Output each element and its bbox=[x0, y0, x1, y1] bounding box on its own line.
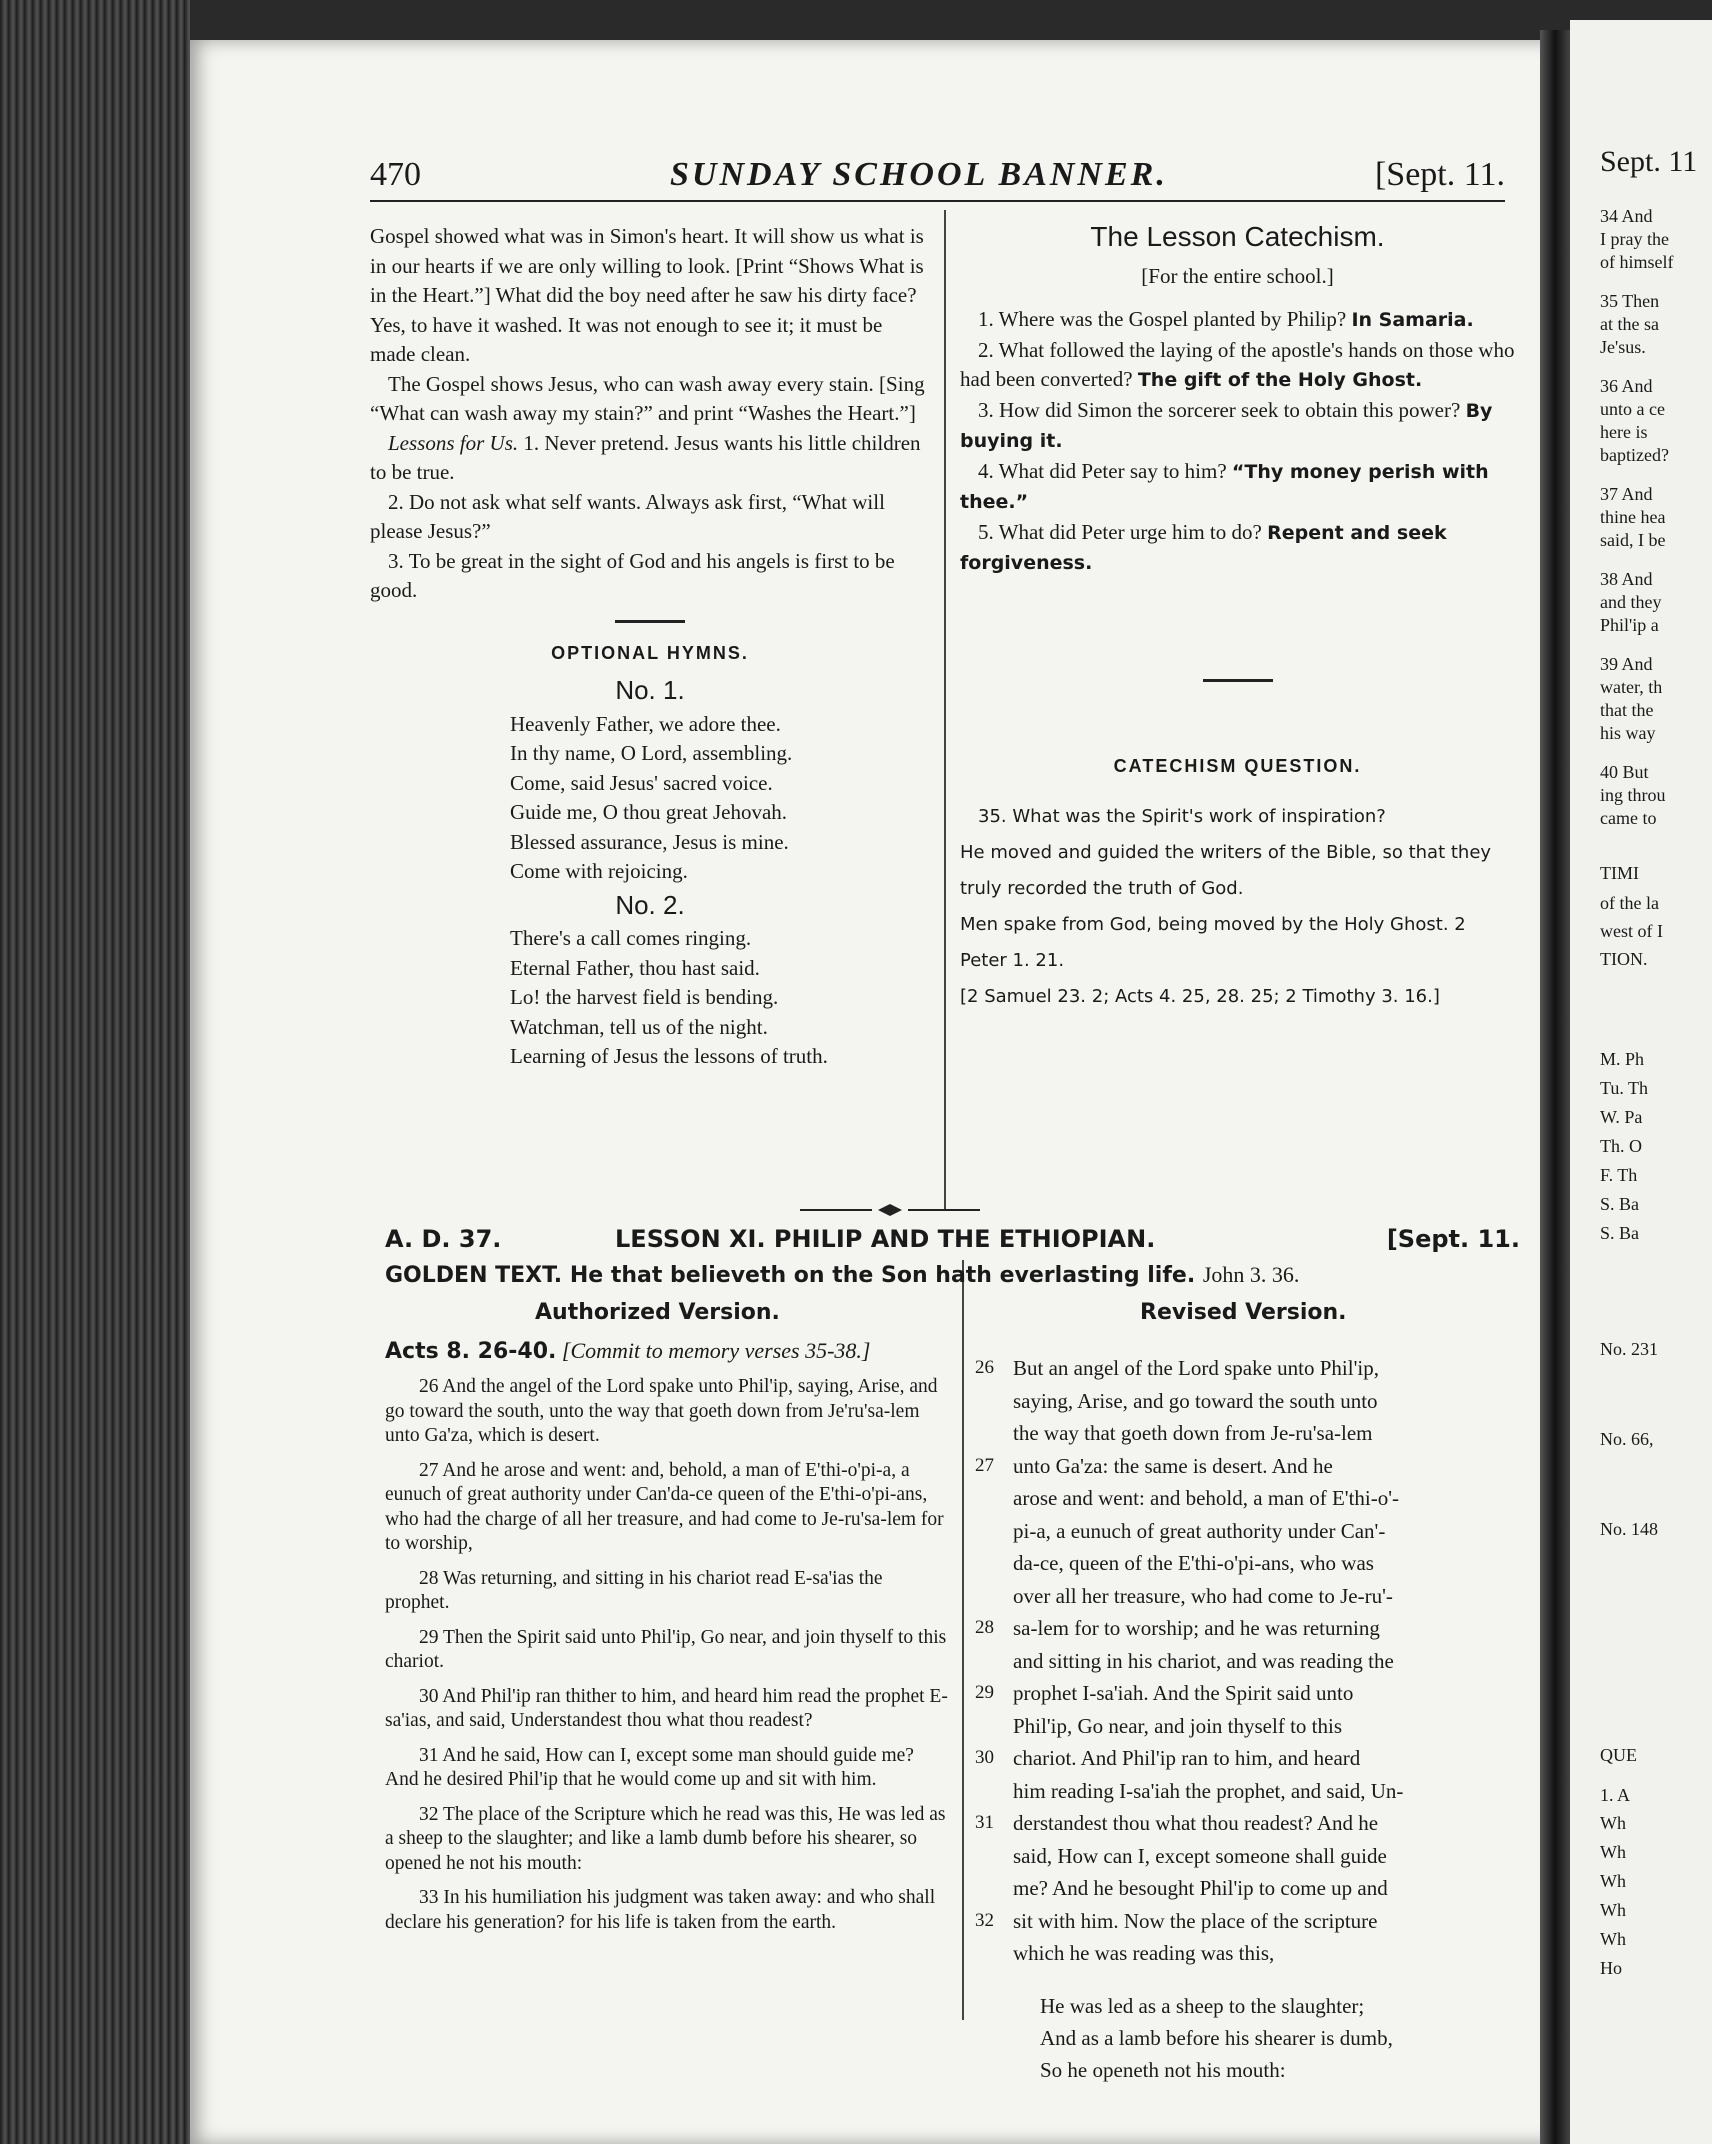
hymns-heading: OPTIONAL HYMNS. bbox=[551, 642, 749, 663]
revised-line bbox=[975, 1612, 1535, 1645]
facing-page-text: 38 And bbox=[1600, 569, 1653, 589]
facing-page-text: No. 66, bbox=[1600, 1429, 1654, 1449]
revised-line-text: him reading I-sa'iah the prophet, and said, Un- bbox=[1013, 1778, 1404, 1803]
revised-line bbox=[975, 1872, 1535, 1905]
hymn-1-number: No. 1. bbox=[615, 675, 685, 705]
answer-text: The gift of the Holy Ghost. bbox=[1137, 369, 1423, 391]
verse-number: 32 bbox=[975, 1909, 994, 1931]
verse: 33 In his humiliation his judgment was taken away: and who shall declare his generation? for his life is taken from the earth. bbox=[385, 1887, 936, 1933]
cq-refs: [2 Samuel 23. 2; Acts 4. 25, 28. 25; 2 Timothy 3. 16.] bbox=[960, 986, 1440, 1007]
catechism-question bbox=[960, 336, 1515, 396]
catechism-question bbox=[960, 518, 1515, 579]
facing-page-text: Th. O bbox=[1600, 1136, 1642, 1156]
revised-line-text: me? And he besought Phil'ip to come up and bbox=[1013, 1876, 1388, 1900]
facing-page-text: 39 And bbox=[1600, 654, 1653, 674]
hymn-line: Eternal Father, thou hast said. bbox=[510, 955, 760, 980]
facing-page-text: M. Ph bbox=[1600, 1049, 1645, 1069]
hymn-line: Guide me, O thou great Jehovah. bbox=[510, 800, 788, 824]
facing-page-text: came to bbox=[1600, 808, 1657, 828]
revised-line-text: over all her treasure, who had come to Je-ru'- bbox=[1013, 1583, 1393, 1608]
revised-line-text: and sitting in his chariot, and was reading the bbox=[1013, 1648, 1394, 1673]
verse: 29 Then the Spirit said unto Phil'ip, Go near, and join thyself to this chariot. bbox=[385, 1626, 947, 1672]
revised-line bbox=[975, 1450, 1535, 1483]
question-text: 2. What followed the laying of the apostle's hands on those who had been converted? bbox=[960, 337, 1515, 391]
revised-line bbox=[975, 1352, 1535, 1385]
facing-page-text: ing throu bbox=[1600, 785, 1666, 805]
verse: 26 And the angel of the Lord spake unto Phil'ip, saying, Arise, and go toward the south, unto the way that goeth down from Je'ru'sa-lem unto Ga'za, which is desert. bbox=[385, 1376, 938, 1446]
publication-title: SUNDAY SCHOOL BANNER. bbox=[670, 156, 1168, 193]
answer-text: “Thy money perish with thee.” bbox=[960, 460, 1489, 513]
revised-line-text: sa-lem for to worship; and he was returning bbox=[1013, 1616, 1380, 1640]
cq-question: 35. What was the Spirit's work of inspiration? bbox=[978, 806, 1386, 827]
facing-page-text: at the sa bbox=[1600, 314, 1659, 334]
facing-page-text: QUE bbox=[1600, 1745, 1637, 1765]
hymn-line: There's a call comes ringing. bbox=[510, 926, 752, 950]
revised-line-text: which he was reading was this, bbox=[1013, 1941, 1275, 1965]
revised-line bbox=[975, 1385, 1535, 1418]
hymn-line: Come with rejoicing. bbox=[510, 859, 688, 883]
cq-quote: Men spake from God, being moved by the Holy Ghost. 2 Peter 1. 21. bbox=[960, 914, 1466, 971]
facing-page-text: F. Th bbox=[1600, 1165, 1638, 1185]
answer-text: By buying it. bbox=[960, 399, 1493, 452]
facing-page-text: TIMI bbox=[1600, 863, 1639, 883]
revised-line-text: arose and went: and behold, a man of E'thi-o'- bbox=[1013, 1486, 1400, 1510]
left-column bbox=[370, 222, 930, 1072]
revised-line bbox=[975, 1807, 1535, 1840]
revised-line bbox=[975, 1710, 1535, 1743]
lessons-for-us bbox=[370, 429, 930, 488]
revised-line bbox=[975, 1905, 1535, 1938]
revised-line-text: the way that goeth down from Je-ru'sa-lem bbox=[1013, 1421, 1373, 1445]
facing-page-text: Phil'ip a bbox=[1600, 615, 1659, 635]
facing-page-text: of the la bbox=[1600, 893, 1659, 913]
facing-page-text: W. Pa bbox=[1600, 1107, 1643, 1127]
facing-page-text: TION. bbox=[1600, 949, 1648, 969]
revised-line-text: saying, Arise, and go toward the south unto bbox=[1013, 1388, 1378, 1413]
facing-page-text: water, th bbox=[1600, 677, 1663, 697]
section-rule bbox=[1203, 679, 1273, 682]
poetry-line: So he openeth not his mouth: bbox=[1040, 2058, 1286, 2082]
revised-line bbox=[975, 1580, 1535, 1613]
facing-page-text: thine hea bbox=[1600, 507, 1666, 527]
question-text: 3. How did Simon the sorcerer seek to obtain this power? bbox=[978, 397, 1461, 422]
book-gutter bbox=[1540, 30, 1570, 2144]
acts-ref: Acts 8. 26-40. bbox=[385, 1339, 557, 1364]
revised-poetry bbox=[1040, 1990, 1520, 2086]
catechism-question bbox=[960, 457, 1515, 518]
revised-line-text: said, How can I, except someone shall guide bbox=[1013, 1843, 1387, 1868]
revised-line bbox=[975, 1775, 1535, 1808]
hymn-2-number: No. 2. bbox=[615, 889, 685, 920]
hymn-line: Learning of Jesus the lessons of truth. bbox=[510, 1044, 828, 1068]
facing-page-text: No. 231 bbox=[1600, 1339, 1658, 1359]
book-edge bbox=[0, 0, 190, 2144]
revised-line bbox=[975, 1937, 1535, 1970]
hymn-line: Watchman, tell us of the night. bbox=[510, 1014, 768, 1039]
question-text: 1. Where was the Gospel planted by Philip? bbox=[978, 307, 1347, 331]
intro-paragraph: Gospel showed what was in Simon's heart. It will show us what is in our hearts if we are only willing to look. [Print “Shows What is in the Heart.”] What did the boy need after he saw his dirty face? Yes, to have it washed. It was not enough to see it; it must be made clean. bbox=[370, 224, 924, 366]
facing-page-text: Je'sus. bbox=[1600, 337, 1646, 357]
revised-line-text: sit with him. Now the place of the scripture bbox=[1013, 1908, 1378, 1933]
facing-page-text: I pray the bbox=[1600, 229, 1669, 249]
hymn-line: Come, said Jesus' sacred voice. bbox=[510, 770, 773, 795]
golden-quote: He that believeth on the Son hath everlasting life. bbox=[569, 1263, 1196, 1288]
facing-page-text: 37 And bbox=[1600, 484, 1653, 504]
revised-line-text: prophet I-sa'iah. And the Spirit said unto bbox=[1013, 1681, 1354, 1705]
catechism-question-body bbox=[960, 799, 1515, 1015]
revised-line bbox=[975, 1515, 1535, 1548]
answer-text: Repent and seek forgiveness. bbox=[960, 521, 1447, 574]
ornament-divider-icon bbox=[800, 1200, 980, 1220]
revised-line-text: Phil'ip, Go near, and join thyself to this bbox=[1013, 1713, 1342, 1738]
verse-number: 27 bbox=[975, 1454, 994, 1476]
facing-page-text: Wh bbox=[1600, 1813, 1626, 1833]
facing-page-text: Wh bbox=[1600, 1871, 1626, 1891]
facing-page-text: his way bbox=[1600, 723, 1656, 743]
catechism-question-heading: CATECHISM QUESTION. bbox=[1113, 755, 1362, 776]
lesson-2: 2. Do not ask what self wants. Always ask first, “What will please Jesus?” bbox=[370, 489, 885, 543]
header-date: [Sept. 11. bbox=[1374, 156, 1505, 193]
lesson-1: 1. Never pretend. Jesus wants his little children to be true. bbox=[370, 430, 921, 484]
hymn-line: In thy name, O Lord, assembling. bbox=[510, 741, 793, 765]
facing-page-text: that the bbox=[1600, 700, 1654, 720]
poetry-line: He was led as a sheep to the slaughter; bbox=[1040, 1994, 1365, 2018]
commit-note: [Commit to memory verses 35-38.] bbox=[561, 1338, 871, 1363]
hymn-line: Blessed assurance, Jesus is mine. bbox=[510, 829, 789, 854]
revised-line bbox=[975, 1840, 1535, 1873]
facing-page-text: S. Ba bbox=[1600, 1194, 1640, 1214]
question-text: 4. What did Peter say to him? bbox=[978, 458, 1227, 483]
facing-page-text: Tu. Th bbox=[1600, 1078, 1649, 1098]
right-column bbox=[960, 222, 1515, 1015]
lesson-year: A. D. 37. bbox=[385, 1225, 502, 1253]
revised-line bbox=[975, 1547, 1535, 1580]
verse: 32 The place of the Scripture which he read was this, He was led as a sheep to the slaughter; and like a lamb dumb before his shearer, so opened he not his mouth: bbox=[385, 1803, 946, 1874]
gospel-paragraph: The Gospel shows Jesus, who can wash away every stain. [Sing “What can wash away my stain?” and print “Washes the Heart.”] bbox=[370, 371, 925, 425]
verse-number: 30 bbox=[975, 1747, 994, 1768]
golden-ref: John 3. 36. bbox=[1202, 1262, 1300, 1287]
facing-page-text: and they bbox=[1600, 592, 1662, 612]
facing-page-text: 34 And bbox=[1600, 206, 1653, 226]
scripture-reference bbox=[385, 1338, 870, 1364]
hymn-line: Heavenly Father, we adore thee. bbox=[510, 711, 781, 736]
facing-page-text: unto a ce bbox=[1600, 399, 1665, 419]
hymn-line: Lo! the harvest field is bending. bbox=[510, 985, 779, 1009]
verse: 28 Was returning, and sitting in his chariot read E-sa'ias the prophet. bbox=[385, 1567, 883, 1613]
lesson-3: 3. To be great in the sight of God and his angels is first to be good. bbox=[370, 548, 895, 602]
catechism-question bbox=[960, 305, 1515, 336]
revised-line-text: da-ce, queen of the E'thi-o'pi-ans, who was bbox=[1013, 1551, 1374, 1575]
column-divider bbox=[944, 210, 946, 1210]
poetry-line: And as a lamb before his shearer is dumb, bbox=[1040, 2026, 1393, 2050]
facing-page-text: here is bbox=[1600, 422, 1648, 442]
revised-line bbox=[975, 1677, 1535, 1710]
verse: 31 And he said, How can I, except some man should guide me? And he desired Phil'ip that he would come up and sit with him. bbox=[385, 1744, 914, 1790]
facing-page-header: Sept. 11 bbox=[1600, 145, 1698, 178]
facing-page-text: 1. A bbox=[1600, 1785, 1631, 1805]
lesson-date: [Sept. 11. bbox=[1386, 1225, 1520, 1253]
verse-number: 29 bbox=[975, 1682, 994, 1703]
revised-line-text: pi-a, a eunuch of great authority under Can'- bbox=[1013, 1518, 1386, 1543]
revised-line bbox=[975, 1645, 1535, 1678]
facing-page-text: west of I bbox=[1600, 921, 1663, 941]
revised-line-text: unto Ga'za: the same is desert. And he bbox=[1013, 1453, 1333, 1478]
facing-page-text: 40 But bbox=[1600, 762, 1649, 782]
version-divider bbox=[962, 1260, 964, 2020]
catechism-subtitle: [For the entire school.] bbox=[1141, 263, 1334, 288]
catechism-question bbox=[960, 396, 1515, 457]
lessons-label: Lessons for Us. bbox=[388, 430, 519, 455]
golden-text bbox=[385, 1262, 1520, 1288]
authorized-text bbox=[385, 1375, 950, 1945]
facing-page-text: said, I be bbox=[1600, 530, 1666, 550]
facing-page-text: Wh bbox=[1600, 1842, 1626, 1862]
revised-line-text: chariot. And Phil'ip ran to him, and heard bbox=[1013, 1746, 1361, 1770]
revised-line-text: derstandest thou what thou readest? And he bbox=[1013, 1811, 1379, 1835]
page-header bbox=[370, 150, 1505, 202]
page-number: 470 bbox=[370, 156, 421, 193]
verse: 27 And he arose and went: and, behold, a man of E'thi-o'pi-a, a eunuch of great authority under Can'da-ce queen of the E'thi-o'pi-ans, who had the charge of all her treasure, and had come to Je-ru'sa-lem for to worship, bbox=[385, 1459, 944, 1554]
section-rule bbox=[615, 620, 685, 623]
lesson-title: LESSON XI. PHILIP AND THE ETHIOPIAN. bbox=[615, 1225, 1156, 1253]
verse-number: 26 bbox=[975, 1357, 994, 1378]
revised-line bbox=[975, 1742, 1535, 1775]
revised-line-text: But an angel of the Lord spake unto Phil'ip, bbox=[1013, 1356, 1379, 1380]
facing-page-text: Wh bbox=[1600, 1900, 1626, 1920]
facing-page-text: Ho bbox=[1600, 1958, 1622, 1978]
answer-text: In Samaria. bbox=[1351, 309, 1474, 331]
catechism-title: The Lesson Catechism. bbox=[1090, 221, 1385, 252]
verse: 30 And Phil'ip ran thither to him, and heard him read the prophet E-sa'ias, and said, Understandest thou what thou readest? bbox=[385, 1685, 948, 1731]
facing-page-text: 36 And bbox=[1600, 376, 1653, 396]
authorized-heading: Authorized Version. bbox=[535, 1300, 780, 1325]
revised-line bbox=[975, 1482, 1535, 1515]
cq-answer: He moved and guided the writers of the Bible, so that they truly recorded the truth of God. bbox=[960, 842, 1492, 899]
ornament-divider bbox=[800, 1200, 980, 1227]
revised-heading: Revised Version. bbox=[1140, 1300, 1347, 1325]
facing-page-text: S. Ba bbox=[1600, 1223, 1640, 1243]
facing-page-text: baptized? bbox=[1600, 445, 1669, 465]
revised-text bbox=[975, 1352, 1535, 1970]
facing-page-text: of himself bbox=[1600, 252, 1674, 272]
question-text: 5. What did Peter urge him to do? bbox=[978, 519, 1262, 544]
facing-page-text: Wh bbox=[1600, 1929, 1626, 1949]
facing-page-text: No. 148 bbox=[1600, 1519, 1658, 1539]
revised-line bbox=[975, 1417, 1535, 1450]
verse-number: 28 bbox=[975, 1617, 994, 1638]
facing-page-text: 35 Then bbox=[1600, 291, 1660, 311]
verse-number: 31 bbox=[975, 1812, 994, 1833]
golden-label: GOLDEN TEXT. bbox=[385, 1263, 563, 1288]
